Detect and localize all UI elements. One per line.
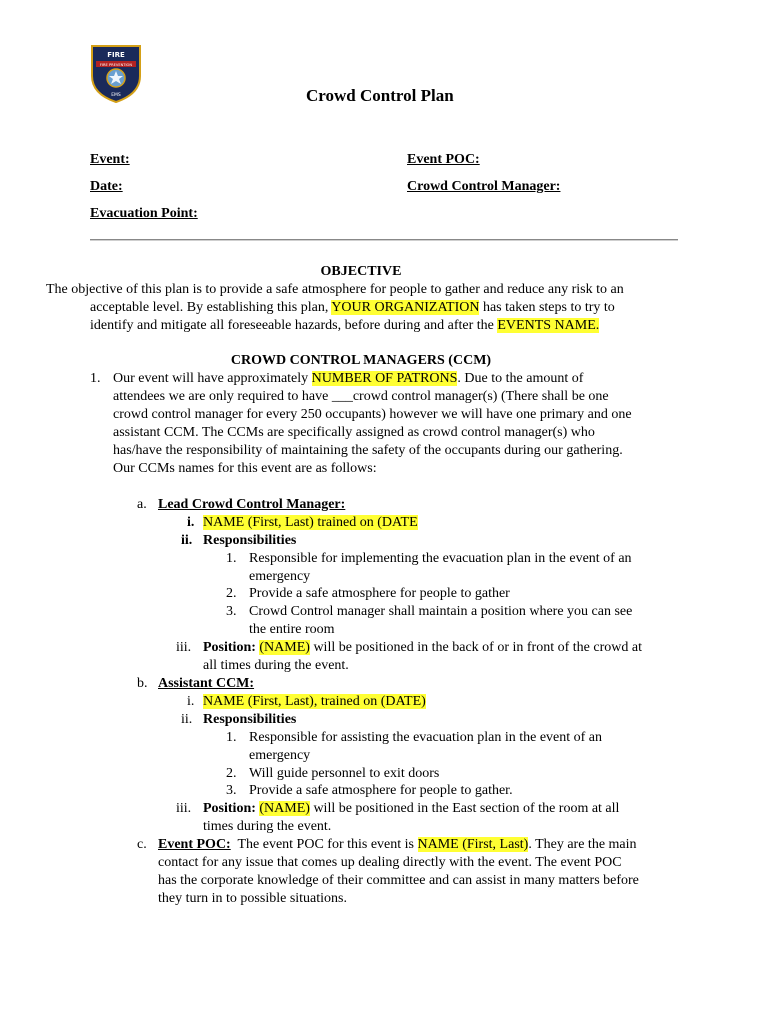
responsibility-item: Responsible for assisting the evacuation plan in the event of an [249, 730, 603, 745]
list-marker: iii. [176, 640, 192, 655]
responsibility-item: Will guide personnel to exit doors [249, 766, 440, 781]
responsibility-item: the entire room [249, 622, 335, 637]
assistant-position-line [203, 800, 619, 818]
position-name-placeholder: (NAME) [259, 640, 310, 655]
responsibilities-label: Responsibilities [203, 712, 297, 727]
responsibility-item: Provide a safe atmosphere for people to gather. [249, 783, 513, 798]
organization-placeholder: YOUR ORGANIZATION [331, 300, 480, 315]
badge-top-text: FIRE [107, 51, 125, 59]
lead-position-line: all times during the event. [203, 658, 349, 673]
lead-ccm-name-line [203, 514, 418, 532]
event-poc-line: they turn in to possible situations. [158, 891, 347, 906]
position-text: will be positioned in the back of or in front of the crowd at [309, 640, 642, 655]
ccm-paragraph-line: Our CCMs names for this event are as follows: [113, 461, 377, 476]
list-marker: 3. [226, 783, 237, 798]
assistant-name-placeholder: NAME (First, Last), trained on (DATE) [203, 694, 426, 709]
responsibility-item: Provide a safe atmosphere for people to gather [249, 586, 510, 601]
ccm-text: . Due to the amount of [457, 371, 584, 386]
list-marker: 1. [90, 371, 101, 386]
lead-ccm-label: Lead Crowd Control Manager: [158, 497, 346, 512]
responsibilities-label: Responsibilities [203, 533, 297, 548]
crowd-control-manager-field-label: Crowd Control Manager: [407, 179, 561, 194]
assistant-ccm-name-line [203, 693, 426, 711]
events-name-placeholder: EVENTS NAME. [497, 318, 600, 333]
fire-department-badge [88, 42, 144, 104]
objective-text: acceptable level. By establishing this plan, [90, 300, 332, 315]
list-marker: 2. [226, 766, 237, 781]
objective-heading: OBJECTIVE [320, 264, 402, 279]
objective-line-1: The objective of this plan is to provide a safe atmosphere for people to gather and reduce any risk to an [46, 282, 624, 297]
list-marker: 1. [226, 551, 237, 566]
list-marker: 1. [226, 730, 237, 745]
position-label: Position: [203, 640, 256, 655]
ccm-paragraph-line: attendees we are only required to have ___crowd control manager(s) (There shall be one [113, 389, 609, 404]
event-poc-field-label: Event POC: [407, 152, 480, 167]
list-marker: ii. [181, 533, 193, 548]
badge-emblem-icon [88, 42, 144, 104]
position-text: will be positioned in the East section of the room at all [309, 801, 620, 816]
ccm-heading: CROWD CONTROL MANAGERS (CCM) [230, 353, 492, 368]
list-marker: a. [137, 497, 147, 512]
event-poc-line: contact for any issue that comes up dealing directly with the event. The event POC [158, 855, 622, 870]
position-name-placeholder: (NAME) [259, 801, 310, 816]
badge-ribbon-text: FIRE PREVENTION [99, 63, 133, 67]
position-label: Position: [203, 801, 256, 816]
list-marker: b. [137, 676, 148, 691]
assistant-ccm-label: Assistant CCM: [158, 676, 255, 691]
event-poc-label: Event POC: [158, 837, 231, 852]
objective-text: has taken steps to try to [479, 300, 615, 315]
badge-bottom-text: EMS [111, 93, 121, 98]
event-poc-text: The event POC for this event is [230, 837, 418, 852]
event-poc-text: . They are the main [528, 837, 637, 852]
responsibility-item: emergency [249, 569, 311, 584]
list-marker: c. [137, 837, 147, 852]
header-divider [90, 239, 678, 241]
list-marker: iii. [176, 801, 192, 816]
responsibility-item: Crowd Control manager shall maintain a position where you can see [249, 604, 633, 619]
list-marker: i. [187, 694, 195, 709]
list-marker: 2. [226, 586, 237, 601]
lead-name-placeholder: NAME (First, Last) trained on (DATE [203, 515, 418, 530]
responsibility-item: emergency [249, 748, 311, 763]
objective-line-2 [90, 299, 615, 317]
responsibility-item: Responsible for implementing the evacuation plan in the event of an [249, 551, 632, 566]
list-marker: i. [187, 515, 195, 530]
patrons-placeholder: NUMBER OF PATRONS [311, 371, 458, 386]
ccm-paragraph-line: has/have the responsibility of maintaining the safety of the occupants during our gathering. [113, 443, 623, 458]
objective-line-3 [90, 317, 599, 335]
objective-text: identify and mitigate all foreseeable hazards, before during and after the [90, 318, 498, 333]
event-poc-line: has the corporate knowledge of their committee and can assist in many matters before [158, 873, 639, 888]
page-title: Crowd Control Plan [306, 86, 454, 105]
event-poc-line [158, 836, 637, 854]
assistant-position-line: times during the event. [203, 819, 332, 834]
date-field-label: Date: [90, 179, 123, 194]
ccm-text: Our event will have approximately [113, 371, 312, 386]
list-marker: ii. [181, 712, 193, 727]
ccm-paragraph-line: assistant CCM. The CCMs are specifically assigned as crowd control manager(s) who [113, 425, 595, 440]
poc-name-placeholder: NAME (First, Last) [417, 837, 529, 852]
event-field-label: Event: [90, 152, 130, 167]
ccm-paragraph-line [113, 370, 583, 388]
list-marker: 3. [226, 604, 237, 619]
lead-position-line [203, 639, 642, 657]
ccm-paragraph-line: crowd control manager for every 250 occupants) however we will have one primary and one [113, 407, 632, 422]
evacuation-point-field-label: Evacuation Point: [90, 206, 198, 221]
